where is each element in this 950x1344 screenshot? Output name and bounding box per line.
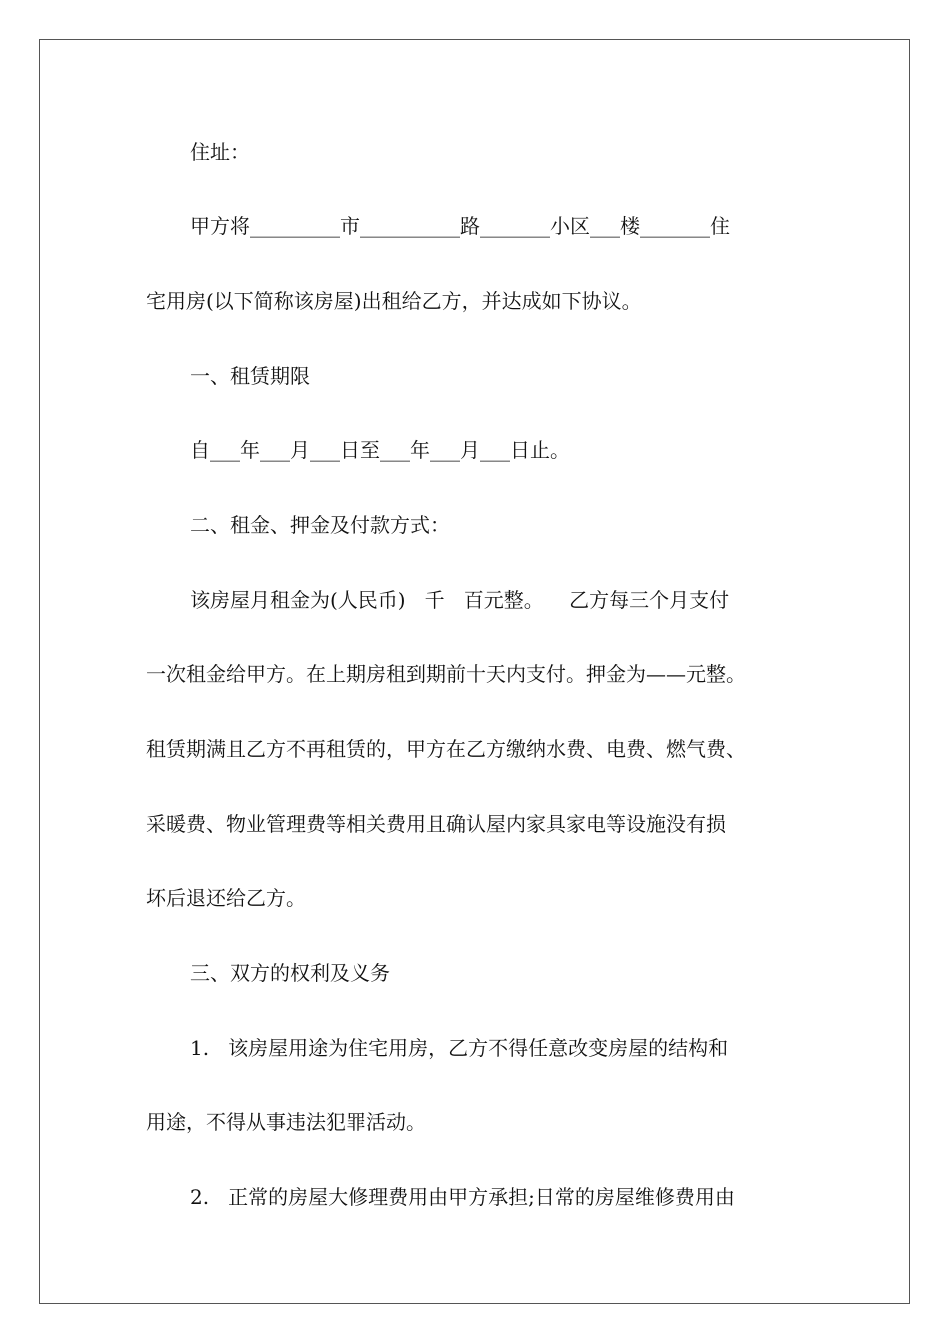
section-2-heading: 二、租金、押金及付款方式： <box>190 513 450 537</box>
lease-term-line: 自___年___月___日至___年___月___日止。 <box>190 438 570 462</box>
clause-1-line-1: 1. 该房屋用途为住宅用房，乙方不得任意改变房屋的结构和 <box>190 1036 729 1060</box>
clause-1-line-2: 用途，不得从事违法犯罪活动。 <box>146 1110 426 1134</box>
deposit-return-line-3: 坏后退还给乙方。 <box>146 886 306 910</box>
section-3-heading: 三、双方的权利及义务 <box>190 961 390 985</box>
clause-2-line-1: 2. 正常的房屋大修理费用由甲方承担;日常的房屋维修费用由 <box>190 1185 735 1209</box>
deposit-return-line-1: 租赁期满且乙方不再租赁的，甲方在乙方缴纳水费、电费、燃气费、 <box>146 737 746 761</box>
section-1-heading: 一、租赁期限 <box>190 364 310 388</box>
lessor-property-line: 甲方将_________市__________路_______小区___楼_______住 <box>190 214 730 238</box>
agreement-intro-line: 宅用房(以下简称该房屋)出租给乙方，并达成如下协议。 <box>146 289 642 313</box>
rent-amount-line: 该房屋月租金为(人民币) 千 百元整。 乙方每三个月支付 <box>190 588 730 612</box>
address-line: 住址： <box>190 140 250 164</box>
deposit-return-line-2: 采暖费、物业管理费等相关费用且确认屋内家具家电等设施没有损 <box>146 812 726 836</box>
rent-payment-line: 一次租金给甲方。在上期房租到期前十天内支付。押金为——元整。 <box>146 662 746 686</box>
